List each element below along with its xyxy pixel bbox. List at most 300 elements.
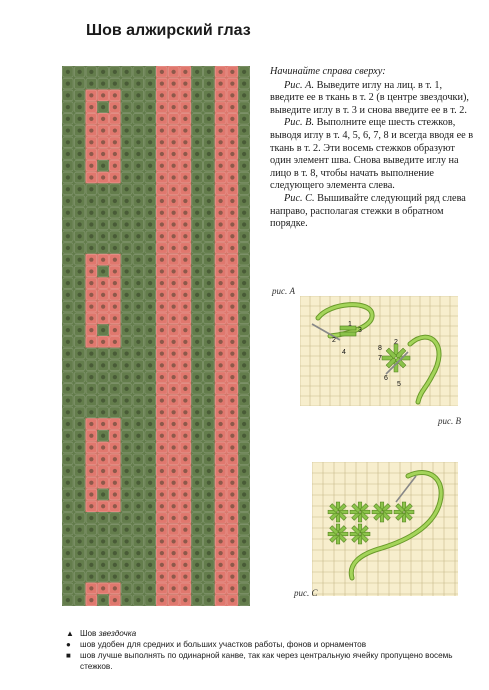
stitch-cell	[62, 430, 74, 442]
stitch-cell	[133, 477, 145, 489]
stitch-cell	[180, 559, 192, 571]
instructions-text	[270, 66, 475, 231]
stitch-cell	[144, 477, 156, 489]
legend-prefix-name: Шов	[80, 629, 99, 638]
stitch-cell	[144, 183, 156, 195]
stitch-cell	[121, 336, 133, 348]
stitch-cell	[144, 207, 156, 219]
stitch-cell	[203, 583, 215, 595]
stitch-cell	[156, 559, 168, 571]
stitch-cell	[74, 512, 86, 524]
stitch-cell	[238, 101, 250, 113]
stitch-cell	[86, 571, 98, 583]
triangle-icon: ▲	[66, 629, 74, 638]
stitch-cell	[203, 101, 215, 113]
stitch-cell	[144, 536, 156, 548]
stitch-cell	[215, 324, 227, 336]
stitch-cell	[121, 89, 133, 101]
stitch-cell	[156, 406, 168, 418]
stitch-cell	[215, 594, 227, 606]
stitch-cell	[86, 418, 98, 430]
stitch-cell	[133, 430, 145, 442]
stitch-cell	[191, 101, 203, 113]
stitch-cell	[238, 113, 250, 125]
fig-c-ref: Рис. С.	[284, 192, 315, 204]
stitch-cell	[62, 289, 74, 301]
stitch-cell	[180, 219, 192, 231]
stitch-cell	[215, 266, 227, 278]
stitch-cell	[144, 500, 156, 512]
stitch-cell	[144, 89, 156, 101]
stitch-cell	[121, 125, 133, 137]
stitch-cell	[109, 266, 121, 278]
stitch-cell	[109, 477, 121, 489]
stitch-cell	[227, 594, 239, 606]
stitch-cell	[191, 348, 203, 360]
stitch-cell	[74, 113, 86, 125]
point-label-2b: 2	[394, 339, 398, 346]
stitch-cell	[121, 172, 133, 184]
stitch-cell	[62, 66, 74, 78]
stitch-cell	[156, 583, 168, 595]
stitch-cell	[109, 465, 121, 477]
stitch-cell	[227, 195, 239, 207]
stitch-cell	[191, 383, 203, 395]
square-icon: ■	[66, 651, 71, 660]
stitch-cell	[62, 172, 74, 184]
stitch-cell	[227, 406, 239, 418]
stitch-cell	[180, 430, 192, 442]
stitch-cell	[203, 183, 215, 195]
stitch-cell	[133, 254, 145, 266]
stitch-cell	[144, 101, 156, 113]
stitch-cell	[144, 571, 156, 583]
stitch-cell	[109, 359, 121, 371]
stitch-cell	[227, 78, 239, 90]
figure-ab-diagram	[300, 296, 458, 406]
stitch-cell	[215, 301, 227, 313]
stitch-cell	[191, 324, 203, 336]
stitch-cell	[168, 195, 180, 207]
stitch-cell	[238, 359, 250, 371]
stitch-cell	[97, 89, 109, 101]
stitch-cell	[74, 254, 86, 266]
stitch-cell	[97, 453, 109, 465]
stitch-cell	[238, 489, 250, 501]
stitch-cell	[156, 207, 168, 219]
stitch-cell	[97, 183, 109, 195]
stitch-cell	[133, 66, 145, 78]
stitch-cell	[156, 524, 168, 536]
stitch-cell	[238, 230, 250, 242]
stitch-cell	[156, 195, 168, 207]
star-stitch-b	[382, 344, 410, 372]
fig-b-text: Выполните еще шесть стежков, выводя иглу в т. 4, 5, 6, 7, 8 и всегда вводя ее в ткань в т. 2. Эти восемь стежков образуют один элемент шва. Снова выведите иглу на лицо в т. 8, чтобы начать выполнение следующего элемента слева.	[270, 117, 474, 192]
stitch-cell	[215, 160, 227, 172]
stitch-cell	[74, 395, 86, 407]
stitch-cell	[109, 242, 121, 254]
stitch-cell	[97, 477, 109, 489]
stitch-cell	[238, 336, 250, 348]
point-label-2a: 2	[332, 337, 336, 344]
stitch-cell	[168, 477, 180, 489]
stitch-cell	[109, 254, 121, 266]
stitch-cell	[203, 547, 215, 559]
stitch-cell	[191, 406, 203, 418]
stitch-cell	[180, 195, 192, 207]
stitch-cell	[191, 536, 203, 548]
instruction-fig-b	[270, 117, 475, 193]
stitch-cell	[215, 418, 227, 430]
star-stitch	[328, 502, 348, 522]
stitch-cell	[168, 125, 180, 137]
stitch-cell	[180, 125, 192, 137]
stitch-cell	[62, 359, 74, 371]
stitch-cell	[97, 395, 109, 407]
stitch-cell	[180, 101, 192, 113]
stitch-cell	[238, 453, 250, 465]
stitch-cell	[62, 418, 74, 430]
point-label-4a: 4	[342, 349, 346, 356]
stitch-cell	[168, 207, 180, 219]
stitch-cell	[86, 125, 98, 137]
stitch-cell	[180, 583, 192, 595]
stitch-cell	[74, 430, 86, 442]
stitch-cell	[97, 78, 109, 90]
stitch-cell	[133, 277, 145, 289]
star-stitch	[328, 524, 348, 544]
stitch-cell	[156, 89, 168, 101]
stitch-cell	[238, 78, 250, 90]
stitch-cell	[191, 195, 203, 207]
stitch-cell	[97, 536, 109, 548]
stitch-cell	[238, 195, 250, 207]
stitch-cell	[191, 500, 203, 512]
stitch-cell	[180, 78, 192, 90]
stitch-cell	[121, 359, 133, 371]
figure-c-svg	[312, 462, 458, 596]
stitch-cell	[168, 395, 180, 407]
stitch-cell	[156, 489, 168, 501]
stitch-cell	[109, 160, 121, 172]
stitch-cell	[238, 254, 250, 266]
stitch-cell	[109, 489, 121, 501]
stitch-cell	[168, 313, 180, 325]
stitch-cell	[86, 324, 98, 336]
stitch-cell	[191, 477, 203, 489]
stitch-cell	[97, 547, 109, 559]
stitch-cell	[191, 301, 203, 313]
stitch-cell	[168, 242, 180, 254]
stitch-cell	[74, 78, 86, 90]
stitch-cell	[133, 395, 145, 407]
stitch-cell	[238, 66, 250, 78]
stitch-cell	[133, 219, 145, 231]
stitch-cell	[215, 125, 227, 137]
stitch-cell	[203, 207, 215, 219]
stitch-cell	[86, 313, 98, 325]
stitch-cell	[191, 160, 203, 172]
stitch-cell	[97, 583, 109, 595]
stitch-cell	[191, 489, 203, 501]
stitch-cell	[133, 78, 145, 90]
stitch-cell	[109, 66, 121, 78]
stitch-cell	[86, 301, 98, 313]
stitch-cell	[144, 547, 156, 559]
stitch-cell	[133, 324, 145, 336]
stitch-cell	[121, 371, 133, 383]
stitch-cell	[191, 359, 203, 371]
stitch-cell	[74, 289, 86, 301]
stitch-cell	[74, 324, 86, 336]
stitch-cell	[191, 547, 203, 559]
stitch-cell	[180, 207, 192, 219]
stitch-cell	[97, 442, 109, 454]
stitch-cell	[180, 359, 192, 371]
stitch-cell	[62, 536, 74, 548]
stitch-cell	[121, 442, 133, 454]
stitch-cell	[227, 571, 239, 583]
legend-item-canvas	[66, 650, 476, 672]
stitch-cell	[74, 336, 86, 348]
stitch-cell	[168, 500, 180, 512]
stitch-cell	[227, 125, 239, 137]
stitch-cell	[227, 336, 239, 348]
stitch-cell	[191, 66, 203, 78]
stitch-cell	[180, 324, 192, 336]
stitch-cell	[62, 406, 74, 418]
stitch-cell	[156, 254, 168, 266]
stitch-cell	[191, 559, 203, 571]
stitch-cell	[97, 66, 109, 78]
stitch-cell	[97, 148, 109, 160]
stitch-cell	[62, 148, 74, 160]
stitch-cell	[203, 136, 215, 148]
stitch-cell	[97, 207, 109, 219]
stitch-cell	[215, 148, 227, 160]
stitch-cell	[168, 324, 180, 336]
stitch-cell	[238, 136, 250, 148]
stitch-cell	[74, 477, 86, 489]
stitch-cell	[133, 113, 145, 125]
stitch-cell	[227, 395, 239, 407]
stitch-cell	[74, 383, 86, 395]
stitch-cell	[203, 359, 215, 371]
stitch-cell	[133, 195, 145, 207]
stitch-cell	[144, 148, 156, 160]
stitch-cell	[238, 442, 250, 454]
stitch-cell	[227, 148, 239, 160]
stitch-cell	[133, 453, 145, 465]
stitch-cell	[180, 500, 192, 512]
stitch-cell	[180, 242, 192, 254]
stitch-cell	[180, 418, 192, 430]
stitch-cell	[191, 113, 203, 125]
stitch-cell	[133, 313, 145, 325]
stitch-cell	[133, 242, 145, 254]
stitch-cell	[109, 301, 121, 313]
stitch-cell	[215, 359, 227, 371]
stitch-cell	[97, 289, 109, 301]
stitch-cell	[156, 172, 168, 184]
stitch-cell	[215, 430, 227, 442]
stitch-cell	[109, 571, 121, 583]
stitch-cell	[238, 160, 250, 172]
stitch-cell	[203, 78, 215, 90]
stitch-cell	[156, 348, 168, 360]
stitch-cell	[215, 371, 227, 383]
stitch-cell	[74, 348, 86, 360]
stitch-cell	[62, 512, 74, 524]
stitch-cell	[121, 559, 133, 571]
stitch-cell	[97, 336, 109, 348]
stitch-cell	[238, 301, 250, 313]
stitch-cell	[144, 348, 156, 360]
stitch-cell	[133, 183, 145, 195]
stitch-cell	[238, 524, 250, 536]
stitch-cell	[86, 78, 98, 90]
stitch-cell	[121, 536, 133, 548]
stitch-cell	[180, 183, 192, 195]
stitch-cell	[168, 571, 180, 583]
stitch-cell	[227, 524, 239, 536]
stitch-cell	[168, 101, 180, 113]
stitch-cell	[121, 230, 133, 242]
stitch-cell	[62, 583, 74, 595]
stitch-cell	[227, 289, 239, 301]
stitch-cell	[144, 418, 156, 430]
stitch-cell	[238, 536, 250, 548]
stitch-cell	[74, 195, 86, 207]
stitch-cell	[227, 113, 239, 125]
stitch-cell	[215, 571, 227, 583]
stitch-cell	[109, 89, 121, 101]
instruction-fig-c	[270, 193, 475, 231]
stitch-cell	[168, 383, 180, 395]
stitch-cell	[144, 230, 156, 242]
stitch-cell	[109, 430, 121, 442]
stitch-cell	[97, 430, 109, 442]
stitch-cell	[203, 301, 215, 313]
stitch-cell	[215, 477, 227, 489]
stitch-cell	[144, 442, 156, 454]
stitch-cell	[227, 172, 239, 184]
stitch-cell	[238, 559, 250, 571]
stitch-cell	[156, 418, 168, 430]
stitch-cell	[86, 359, 98, 371]
stitch-cell	[180, 266, 192, 278]
stitch-cell	[74, 489, 86, 501]
stitch-cell	[86, 442, 98, 454]
stitch-cell	[180, 383, 192, 395]
stitch-cell	[109, 583, 121, 595]
stitch-cell	[97, 594, 109, 606]
stitch-cell	[180, 489, 192, 501]
stitch-cell	[62, 547, 74, 559]
stitch-cell	[156, 442, 168, 454]
stitch-cell	[215, 219, 227, 231]
stitch-cell	[121, 78, 133, 90]
stitch-cell	[86, 383, 98, 395]
stitch-cell	[86, 524, 98, 536]
stitch-cell	[215, 172, 227, 184]
stitch-cell	[215, 66, 227, 78]
point-label-8b: 8	[378, 345, 382, 352]
stitch-cell	[86, 277, 98, 289]
stitch-cell	[62, 489, 74, 501]
stitch-cell	[156, 465, 168, 477]
figure-ab-svg	[300, 296, 458, 406]
stitch-cell	[203, 559, 215, 571]
stitch-cell	[109, 78, 121, 90]
stitch-cell	[156, 148, 168, 160]
stitch-cell	[203, 254, 215, 266]
stitch-cell	[203, 465, 215, 477]
stitch-cell	[121, 524, 133, 536]
stitch-cell	[86, 195, 98, 207]
stitch-cell	[86, 348, 98, 360]
stitch-cell	[168, 348, 180, 360]
stitch-cell	[144, 583, 156, 595]
stitch-cell	[203, 524, 215, 536]
stitch-cell	[121, 183, 133, 195]
stitch-cell	[86, 148, 98, 160]
stitch-cell	[121, 477, 133, 489]
stitch-cell	[97, 136, 109, 148]
stitch-cell	[97, 101, 109, 113]
stitch-cell	[156, 336, 168, 348]
stitch-cell	[191, 219, 203, 231]
stitch-cell	[156, 371, 168, 383]
stitch-cell	[203, 219, 215, 231]
stitch-cell	[191, 594, 203, 606]
stitch-cell	[62, 230, 74, 242]
stitch-cell	[227, 254, 239, 266]
stitch-cell	[203, 442, 215, 454]
stitch-cell	[227, 359, 239, 371]
stitch-cell	[180, 512, 192, 524]
stitch-cell	[180, 66, 192, 78]
stitch-cell	[133, 571, 145, 583]
stitch-cell	[97, 559, 109, 571]
stitch-cell	[109, 230, 121, 242]
stitch-cell	[109, 348, 121, 360]
stitch-cell	[168, 172, 180, 184]
stitch-cell	[133, 89, 145, 101]
stitch-cell	[74, 500, 86, 512]
stitch-cell	[109, 313, 121, 325]
stitch-cell	[74, 101, 86, 113]
point-label-1a: 1	[348, 321, 352, 328]
stitch-cell	[133, 148, 145, 160]
stitch-cell	[74, 136, 86, 148]
stitch-cell	[121, 254, 133, 266]
stitch-cell	[144, 113, 156, 125]
stitch-cell	[156, 594, 168, 606]
stitch-cell	[191, 78, 203, 90]
stitch-cell	[133, 125, 145, 137]
stitch-cell	[215, 78, 227, 90]
stitch-cell	[86, 89, 98, 101]
point-label-7b: 7	[378, 355, 382, 362]
stitch-cell	[168, 148, 180, 160]
stitch-cell	[144, 395, 156, 407]
stitch-cell	[97, 406, 109, 418]
stitch-cell	[121, 465, 133, 477]
stitch-cell	[86, 289, 98, 301]
stitch-cell	[168, 136, 180, 148]
embroidery-sample-photo	[62, 66, 250, 606]
